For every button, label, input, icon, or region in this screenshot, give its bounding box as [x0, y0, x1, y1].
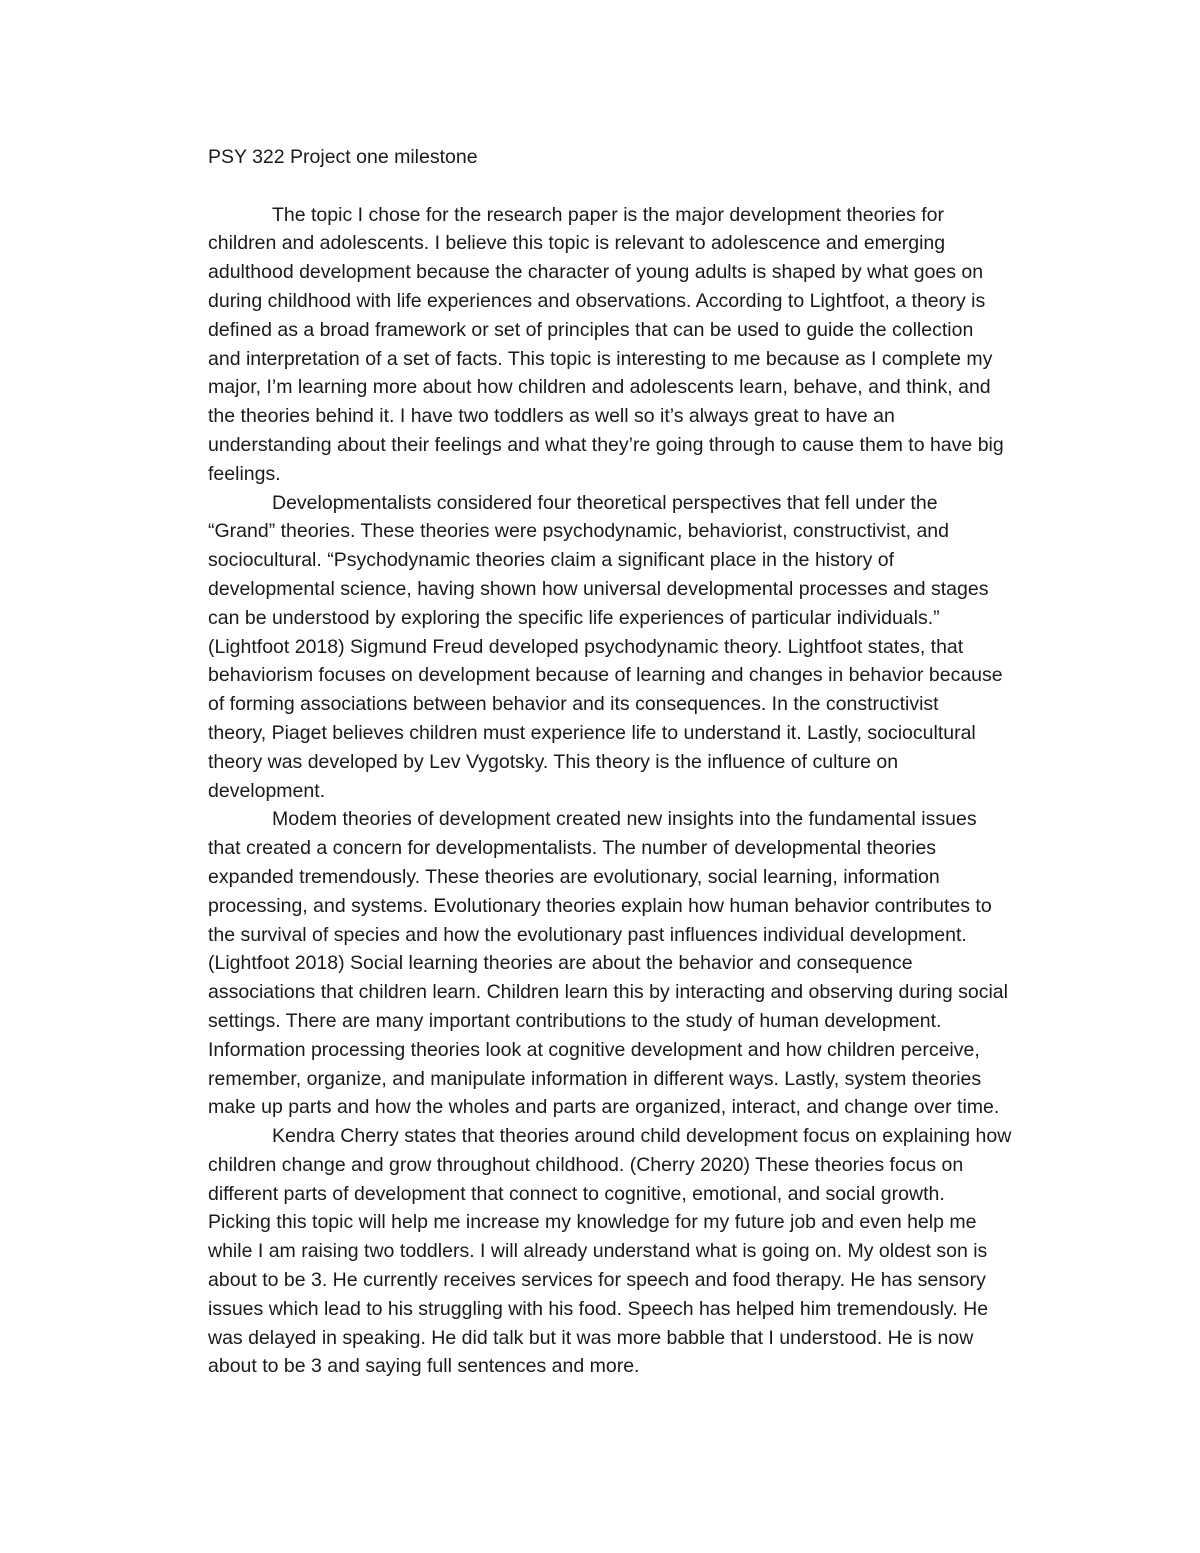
paragraph-line: Developmentalists considered four theoretical perspectives that fell under the [272, 491, 938, 514]
paragraph-line: sociocultural. “Psychodynamic theories claim a significant place in the history of [208, 549, 895, 572]
paragraph-3 [144, 805, 1064, 1122]
paragraph-line: the theories behind it. I have two toddlers as well so it’s always great to have an [208, 405, 895, 428]
paragraph-line: make up parts and how the wholes and parts are organized, interact, and change over time. [208, 1096, 1000, 1119]
paragraph-line: The topic I chose for the research paper is the major development theories for [272, 203, 945, 226]
paragraph-line: expanded tremendously. These theories are evolutionary, social learning, information [208, 865, 940, 888]
paragraph-line: was delayed in speaking. He did talk but it was more babble that I understood. He is now [208, 1326, 974, 1349]
paragraphs [144, 201, 1064, 1382]
paragraph-line: remember, organize, and manipulate information in different ways. Lastly, system theories [208, 1067, 982, 1090]
paragraph-line: that created a concern for developmentalists. The number of developmental theories [208, 837, 937, 860]
document-title: PSY 322 Project one milestone [208, 146, 478, 168]
paragraph-line: feelings. [208, 462, 281, 485]
paragraph-line: about to be 3 and saying full sentences and more. [208, 1355, 640, 1378]
paragraph-line: Modem theories of development created new insights into the fundamental issues [272, 808, 977, 831]
paragraph-line: associations that children learn. Children learn this by interacting and observing during social [208, 981, 1008, 1004]
paragraph-line: processing, and systems. Evolutionary theories explain how human behavior contributes to [208, 894, 992, 917]
paragraph-line: Picking this topic will help me increase my knowledge for my future job and even help me [208, 1211, 977, 1234]
blank-line [144, 172, 1064, 201]
paragraph-4 [144, 1122, 1064, 1381]
paragraph-line: developmental science, having shown how universal developmental processes and stages [208, 577, 989, 600]
paragraph-line: while I am raising two toddlers. I will already understand what is going on. My oldest son is [208, 1240, 988, 1263]
paragraph-line: issues which lead to his struggling with his food. Speech has helped him tremendously. He [208, 1297, 989, 1320]
paragraph-line: of forming associations between behavior and its consequences. In the constructivist [208, 693, 939, 716]
paragraph-line: Information processing theories look at cognitive development and how children perceive, [208, 1038, 980, 1061]
paragraph-line: can be understood by exploring the specific life experiences of particular individuals.” [208, 606, 940, 629]
paragraph-line: about to be 3. He currently receives services for speech and food therapy. He has sensory [208, 1269, 986, 1292]
paragraph-line: different parts of development that connect to cognitive, emotional, and social growth. [208, 1182, 945, 1205]
paragraph-line: children change and grow throughout childhood. (Cherry 2020) These theories focus on [208, 1153, 964, 1176]
paragraph-line: development. [208, 779, 326, 802]
paragraph-line: defined as a broad framework or set of principles that can be used to guide the collection [208, 318, 974, 341]
paragraph-line: (Lightfoot 2018) Social learning theories are about the behavior and consequence [208, 952, 913, 975]
paragraph-line: settings. There are many important contributions to the study of human development. [208, 1009, 942, 1032]
paragraph-line: Kendra Cherry states that theories around child development focus on explaining how [272, 1125, 1012, 1148]
paragraph-line: the survival of species and how the evolutionary past influences individual development. [208, 923, 967, 946]
document-body [144, 143, 1064, 1381]
paragraph-line: major, I’m learning more about how children and adolescents learn, behave, and think, and [208, 376, 991, 399]
paragraph-line: adulthood development because the character of young adults is shaped by what goes on [208, 261, 984, 284]
paragraph-line: children and adolescents. I believe this topic is relevant to adolescence and emerging [208, 232, 946, 255]
paragraph-line: theory was developed by Lev Vygotsky. This theory is the influence of culture on [208, 750, 899, 773]
paragraph-line: “Grand” theories. These theories were psychodynamic, behaviorist, constructivist, and [208, 520, 949, 543]
paragraph-line: behaviorism focuses on development because of learning and changes in behavior because [208, 664, 1003, 687]
paragraph-line: during childhood with life experiences and observations. According to Lightfoot, a theory is [208, 289, 986, 312]
paragraph-line: understanding about their feelings and what they’re going through to cause them to have big [208, 433, 1004, 456]
paragraph-line: (Lightfoot 2018) Sigmund Freud developed psychodynamic theory. Lightfoot states, that [208, 635, 964, 658]
paragraph-2 [144, 489, 1064, 806]
paragraph-line: theory, Piaget believes children must experience life to understand it. Lastly, sociocultural [208, 721, 976, 744]
paragraph-line: and interpretation of a set of facts. This topic is interesting to me because as I complete my [208, 347, 993, 370]
paragraph-1 [144, 201, 1064, 489]
